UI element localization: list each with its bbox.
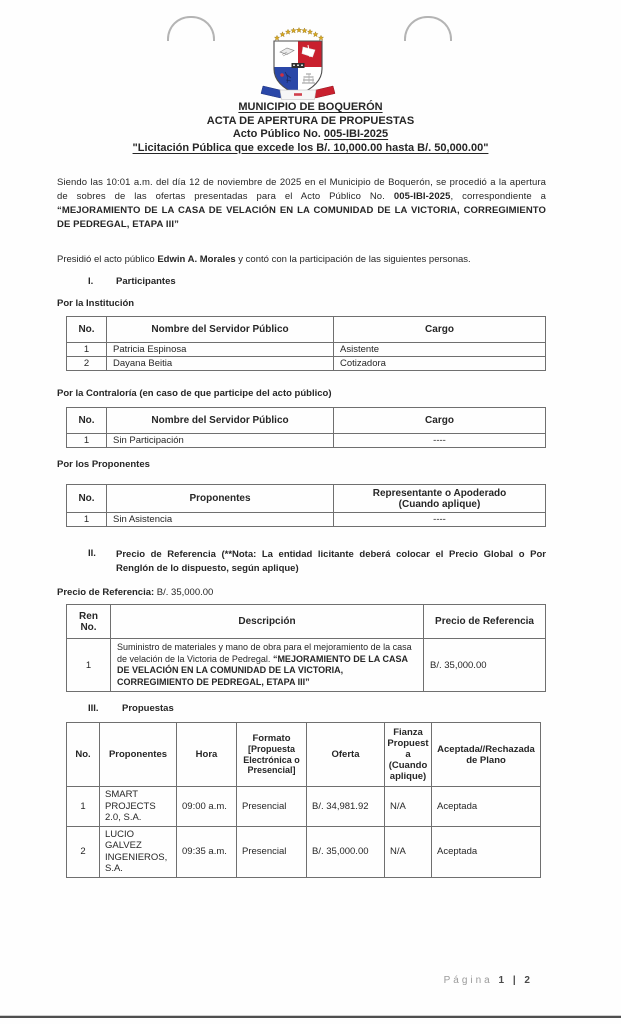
page-word: Página (443, 975, 493, 986)
column-header-nombre: Nombre del Servidor Público (107, 408, 334, 434)
table-row (67, 639, 546, 692)
cell-hora: 09:00 a.m. (177, 787, 237, 827)
column-header-fianza: Fianza Propuesta (Cuando aplique) (385, 723, 432, 787)
section-1-number: I. (88, 276, 94, 287)
column-header-cargo: Cargo (334, 408, 546, 434)
column-header-no: No. (67, 485, 107, 513)
table-row (67, 826, 541, 877)
table-row (67, 343, 546, 357)
document-header (0, 101, 621, 155)
licitacion-subtitle: "Licitación Pública que excede los B/. 10,000.00 hasta B/. 50,000.00" (132, 141, 489, 154)
cell-no: 1 (67, 343, 107, 357)
page-number: 1 | 2 (498, 975, 533, 986)
cell-proponente: LUCIO GALVEZ INGENIEROS, S.A. (100, 826, 177, 877)
column-header-no: No. (67, 317, 107, 343)
cell-oferta: B/. 35,000.00 (307, 826, 385, 877)
cell-proponente: SMART PROJECTS 2.0, S.A. (100, 787, 177, 827)
cell-ren-no: 1 (67, 639, 111, 692)
column-header-oferta: Oferta (307, 723, 385, 787)
table-row (67, 787, 541, 827)
cell-no: 1 (67, 787, 100, 827)
page-footer (0, 975, 533, 986)
cell-no: 2 (67, 357, 107, 371)
cell-representante: ---- (334, 513, 546, 527)
table-row (67, 357, 546, 371)
acto-number: 005-IBI-2025 (323, 128, 389, 140)
cell-nombre: Patricia Espinosa (107, 343, 334, 357)
intro-paragraph: Siendo las 10:01 a.m. del día 12 de noviembre de 2025 en el Municipio de Boquerón, se procedió a la apertura de sobres de las ofertas presentadas para el Acto Público No. 005-IBI-2025, correspondiente a “MEJORAMIENTO DE LA CASA DE VELACIÓN EN LA COMUNIDAD DE LA VICTORIA, CORREGIMIENTO DE PEDREGAL, ETAPA III” (57, 177, 546, 230)
institucion-table (66, 316, 546, 371)
cell-fianza: N/A (385, 787, 432, 827)
propuestas-table (66, 722, 541, 878)
section-3-number: III. (88, 703, 99, 714)
cell-precio: B/. 35,000.00 (424, 639, 546, 692)
presided-line: Presidió el acto público Edwin A. Morales y contó con la participación de las siguientes personas. (57, 254, 471, 265)
cell-proponente: Sin Asistencia (107, 513, 334, 527)
section-1-title: Participantes (116, 276, 176, 287)
acto-publico-line: Acto Público No. 005-IBI-2025 (232, 128, 389, 140)
scan-edge-shadow (0, 1016, 621, 1018)
document-title: ACTA DE APERTURA DE PROPUESTAS (206, 114, 415, 127)
cell-cargo: ---- (334, 434, 546, 448)
column-header-no: No. (67, 408, 107, 434)
institucion-label: Por la Institución (57, 298, 135, 309)
formato-subheader: [Propuesta Electrónica o Presencial] (243, 744, 300, 776)
cell-no: 1 (67, 434, 107, 448)
column-header-precio: Precio de Referencia (424, 605, 546, 639)
cell-aceptada: Aceptada (432, 826, 541, 877)
cell-no: 1 (67, 513, 107, 527)
coat-of-arms-icon (252, 25, 344, 101)
column-header-nombre: Nombre del Servidor Público (107, 317, 334, 343)
cell-nombre: Dayana Beitia (107, 357, 334, 371)
punch-hole-left (167, 16, 215, 41)
column-header-cargo: Cargo (334, 317, 546, 343)
column-header-representante: Representante o Apoderado (Cuando aplique) (334, 485, 546, 513)
punch-hole-right (404, 16, 452, 41)
municipality-title: MUNICIPIO DE BOQUERÓN (238, 101, 383, 113)
table-row (67, 434, 546, 448)
column-header-hora: Hora (177, 723, 237, 787)
cell-descripcion: Suministro de materiales y mano de obra para el mejoramiento de la casa de velación de la Victoria de Pedregal. “MEJORAMIENTO DE LA CASA DE VELACIÓN EN LA COMUNIDAD DE LA VICTORIA, CORREGIMIENTO DE PEDREGAL, ETAPA III” (111, 639, 424, 692)
cell-formato: Presencial (237, 787, 307, 827)
precio-referencia-table (66, 604, 546, 692)
cell-fianza: N/A (385, 826, 432, 877)
cell-no: 2 (67, 826, 100, 877)
contraloria-label: Por la Contraloría (en caso de que participe del acto público) (57, 388, 332, 399)
precio-referencia-line: Precio de Referencia: B/. 35,000.00 (57, 587, 214, 598)
proponentes-table (66, 484, 546, 527)
table-row (67, 513, 546, 527)
cell-cargo: Cotizadora (334, 357, 546, 371)
cell-oferta: B/. 34,981.92 (307, 787, 385, 827)
column-header-proponentes: Proponentes (100, 723, 177, 787)
column-header-aceptada: Aceptada//Rechazada de Plano (432, 723, 541, 787)
cell-hora: 09:35 a.m. (177, 826, 237, 877)
section-2-title: Precio de Referencia (**Nota: La entidad licitante deberá colocar el Precio Global o Por Renglón de lo dispuesto, según aplique) (116, 549, 546, 574)
cell-formato: Presencial (237, 826, 307, 877)
cell-aceptada: Aceptada (432, 787, 541, 827)
column-header-ren-no: Ren No. (67, 605, 111, 639)
cell-nombre: Sin Participación (107, 434, 334, 448)
cell-cargo: Asistente (334, 343, 546, 357)
column-header-formato: Formato [Propuesta Electrónica o Presencial] (237, 723, 307, 787)
column-header-proponentes: Proponentes (107, 485, 334, 513)
municipal-coat-of-arms (252, 25, 344, 106)
section-2-number: II. (88, 548, 96, 559)
proponentes-label: Por los Proponentes (57, 459, 150, 470)
column-header-descripcion: Descripción (111, 605, 424, 639)
contraloria-table (66, 407, 546, 448)
section-3-title: Propuestas (122, 703, 174, 714)
column-header-no: No. (67, 723, 100, 787)
